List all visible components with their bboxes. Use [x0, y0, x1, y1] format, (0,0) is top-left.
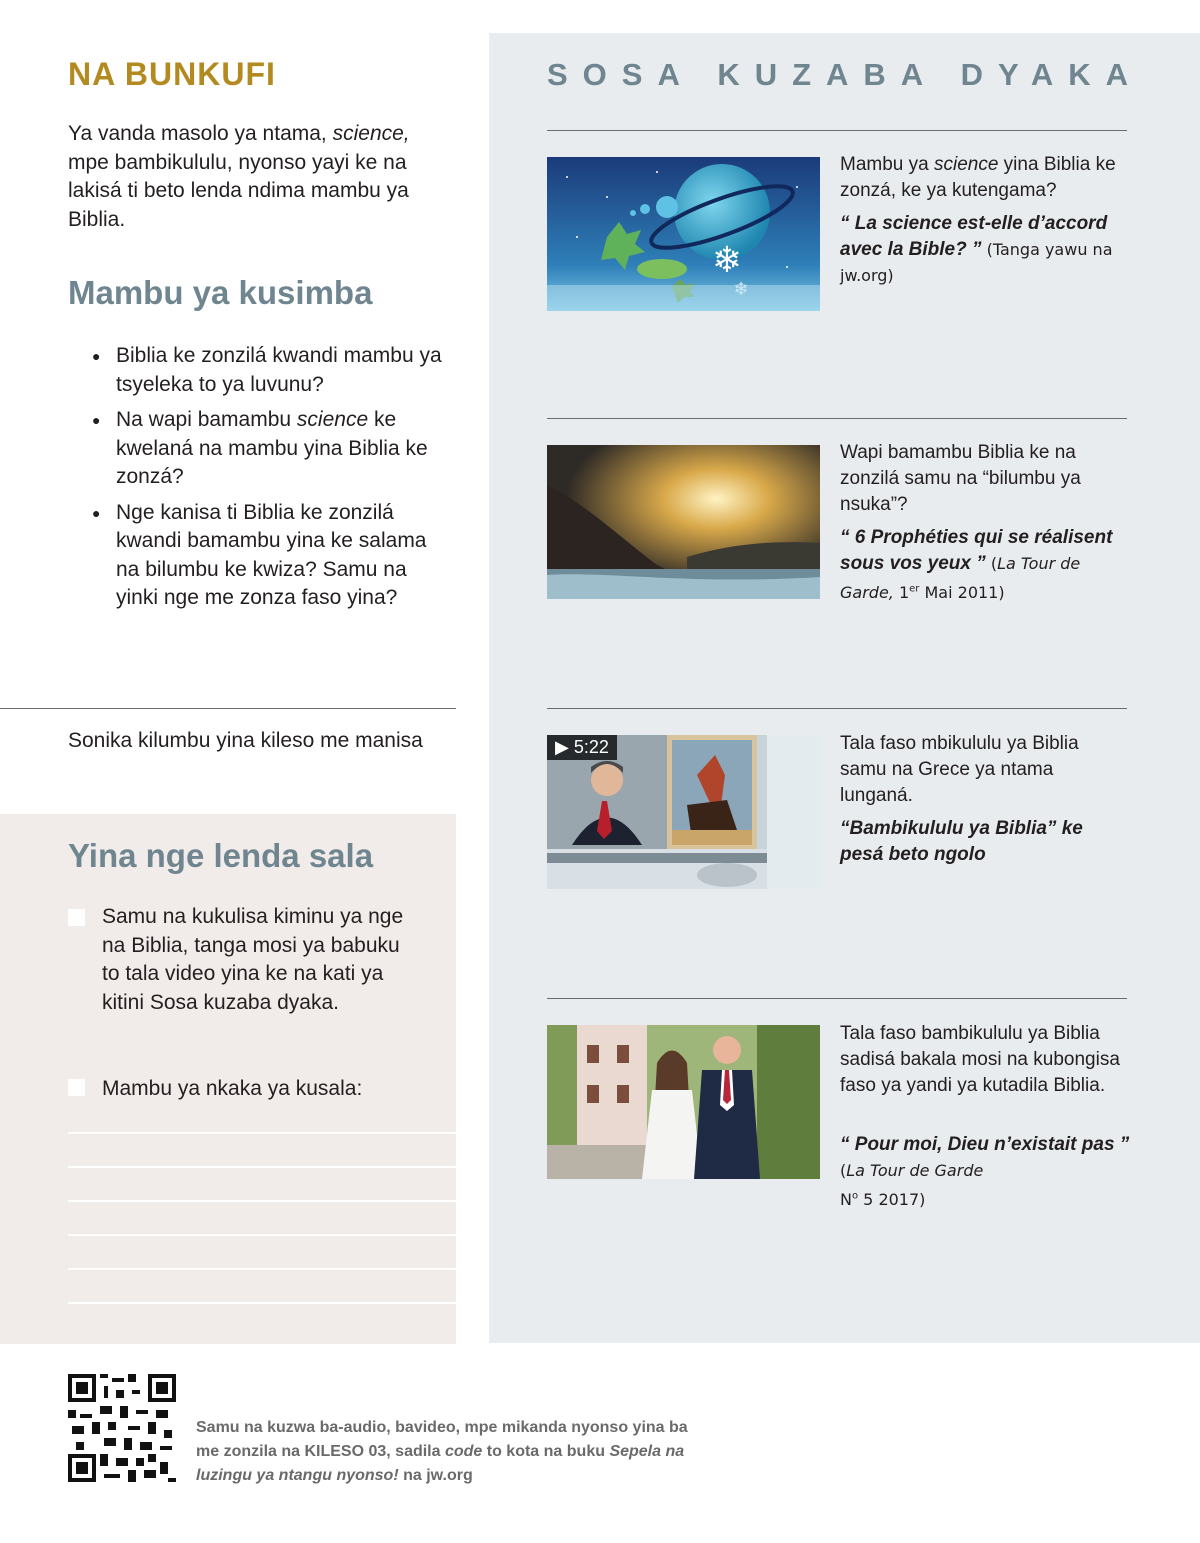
resource-question: Mambu ya science yina Biblia ke zonzá, ke ya kutengama? [840, 154, 1116, 201]
resource-reference[interactable]: “Bambikululu ya Biblia” ke pesá beto ngolo [840, 818, 1083, 865]
footer-note: Samu na kuzwa ba-audio, bavideo, mpe mikanda nyonso yina ba me zonzila na KILESO 03, sadila code to kota na buku Sepela na luzingu ya ntangu nyonso! na jw.org [196, 1419, 688, 1484]
explore-heading: SOSA KUZABA DYAKA [547, 57, 1144, 92]
landscape-image[interactable] [547, 445, 820, 599]
resource-question: Wapi bamambu Biblia ke na zonzilá samu na “bilumbu ya nsuka”? [840, 442, 1081, 515]
goal-heading: Yina nge lenda sala [68, 837, 374, 874]
divider [547, 130, 1127, 131]
video-thumbnail[interactable] [547, 735, 820, 889]
science-space-image[interactable] [547, 157, 820, 311]
resource-reference[interactable]: “ Pour moi, Dieu n’existait pas ” (La Tour de Garde $N^o$ 5 2017) [840, 1134, 1130, 1210]
resource-question: Tala faso bambikululu ya Biblia sadisá bakala mosi na kubongisa faso ya yandi ya kutadila Biblia. [840, 1023, 1120, 1096]
goal-item: Mambu ya nkaka ya kusala: [102, 1077, 363, 1100]
writing-line[interactable] [68, 1268, 456, 1270]
writing-line[interactable] [68, 1200, 456, 1202]
resource-reference[interactable]: “ La science est-elle d’accord avec la Bible? ” (Tanga yawu na jw.org) [840, 213, 1113, 285]
writing-line[interactable] [68, 1234, 456, 1236]
goal-checkbox[interactable] [68, 909, 85, 926]
qr-code-icon[interactable] [68, 1374, 176, 1482]
video-duration-badge: ▶ 5:22 [547, 735, 617, 760]
writing-line[interactable] [68, 1166, 456, 1168]
divider [547, 418, 1127, 419]
review-item: ● Biblia ke zonzilá kwandi mambu ya tsyeleka to ya luvunu? [92, 342, 452, 399]
goal-item: Samu na kukulisa kiminu ya nge na Biblia, tanga mosi ya babuku to tala video yina ke na kati ya kitini Sosa kuzaba dyaka. [102, 905, 404, 1014]
resource-question: Tala faso mbikululu ya Biblia samu na Grece ya ntama lunganá. [840, 733, 1079, 806]
summary-heading: NA BUNKUFI [68, 56, 276, 92]
divider [547, 708, 1127, 709]
couple-photo[interactable] [547, 1025, 820, 1179]
summary-text: Ya vanda masolo ya ntama, science, mpe bambikululu, nyonso yayi ke na lakisá ti beto lenda ndima mambu ya Biblia. [68, 122, 410, 231]
goal-checkbox[interactable] [68, 1079, 85, 1096]
svg-text:❄: ❄ [711, 240, 743, 281]
resource-reference[interactable]: “ 6 Prophéties qui se réalisent sous vos yeux ” (La Tour de Garde, 1er Mai 2011) [840, 527, 1113, 603]
writing-line[interactable] [68, 1302, 456, 1304]
review-item: ● Nge kanisa ti Biblia ke zonzilá kwandi bamambu yina ke salama na bilumbu ke kwiza? Samu na yinki nge me zonza faso yina? [92, 499, 452, 613]
review-list [92, 342, 452, 620]
review-item: ● Na wapi bamambu science ke kwelaná na mambu yina Biblia ke zonzá? [92, 406, 452, 492]
divider [0, 708, 456, 709]
review-heading: Mambu ya kusimba [68, 274, 373, 311]
completion-date-prompt: Sonika kilumbu yina kileso me manisa [68, 729, 423, 752]
divider [547, 998, 1127, 999]
writing-line[interactable] [68, 1132, 456, 1134]
